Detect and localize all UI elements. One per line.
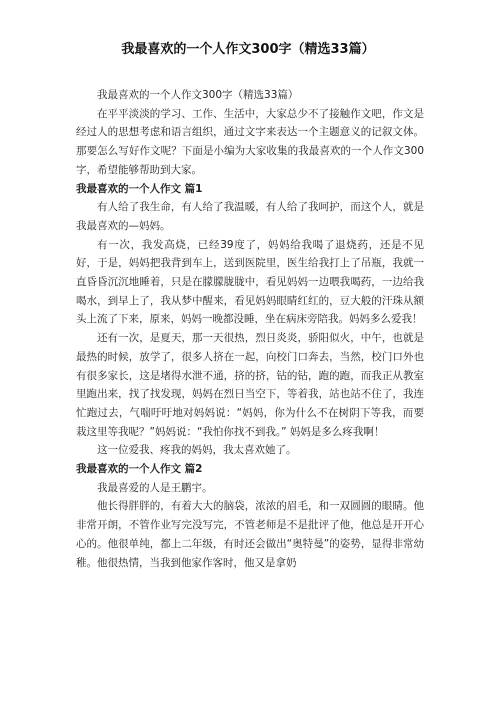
paragraph: 这一位爱我、疼我的妈妈，我太喜欢她了。	[97, 444, 297, 457]
paragraph: 还有一次，是夏天，那一天很热，烈日炎炎，骄阳似火，中午，也就是最热的时候，放学了，很多人挤在一起，向校门口奔去，当然，校门口外也有很多家长，这是堵得水泄不通，挤的挤，钻的钻，跑的跑，而我正从教室里跑出来，找了找发现，妈妈在烈日当空下，等着我，站也站不住了，我连忙跑过去，气喘吁吁地对妈妈说：“妈妈，你为什么不在树阴下等我，而要栽这里等我呢？”妈妈说：“我怕你找不到我。” 妈妈是多么疼我啊！	[76, 332, 424, 438]
paragraph: 在平平淡淡的学习、工作、生活中，大家总少不了接触作文吧，作文是经过人的思想考虑和语言组织，通过文字来表达一个主题意义的记叙文体。那要怎么写好作文呢？下面是小编为大家收集的我最喜欢的一个人作文300字，希望能够帮助到大家。	[76, 107, 424, 176]
paragraph: 我最喜欢的一个人作文300字（精选33篇）	[97, 89, 299, 101]
paragraph: 有人给了我生命，有人给了我温暖，有人给了我呵护，而这个人，就是我最喜欢的—妈妈。	[76, 201, 424, 232]
paragraph: 有一次，我发高烧，已经39度了，妈妈给我喝了退烧药，还是不见好，于是，妈妈把我背到车上，送到医院里，医生给我打上了吊瓶，我就一直昏昏沉沉地睡着，只是在朦朦胧胧中，看见妈妈一边喂我喝药，一边给我喝水，到早上了，我从梦中醒来，看见妈妈眼睛红红的，豆大般的汗珠从额头上流了下来，原来，妈妈一晚都没睡，坐在病床旁陪我。妈妈多么爱我！	[76, 238, 424, 326]
document-title: 我最喜欢的一个人作文300字（精选33篇）	[121, 42, 375, 57]
paragraph: 我最喜爱的人是王鹏宇。	[97, 481, 213, 494]
section-heading: 我最喜欢的一个人作文 篇2	[76, 463, 203, 476]
section-heading: 我最喜欢的一个人作文 篇1	[76, 182, 203, 195]
paragraph: 他长得胖胖的，有着大大的脑袋，浓浓的眉毛，和一双圆圆的眼睛。他非常开朗，不管作业写完没写完，不管老师是不是批评了他，他总是开开心心的。他很单纯，都上二年级，有时还会做出“奥特曼”的姿势，显得非常幼稚。他很热情，当我到他家作客时，他又是拿奶	[76, 500, 424, 569]
document-body	[76, 86, 424, 572]
